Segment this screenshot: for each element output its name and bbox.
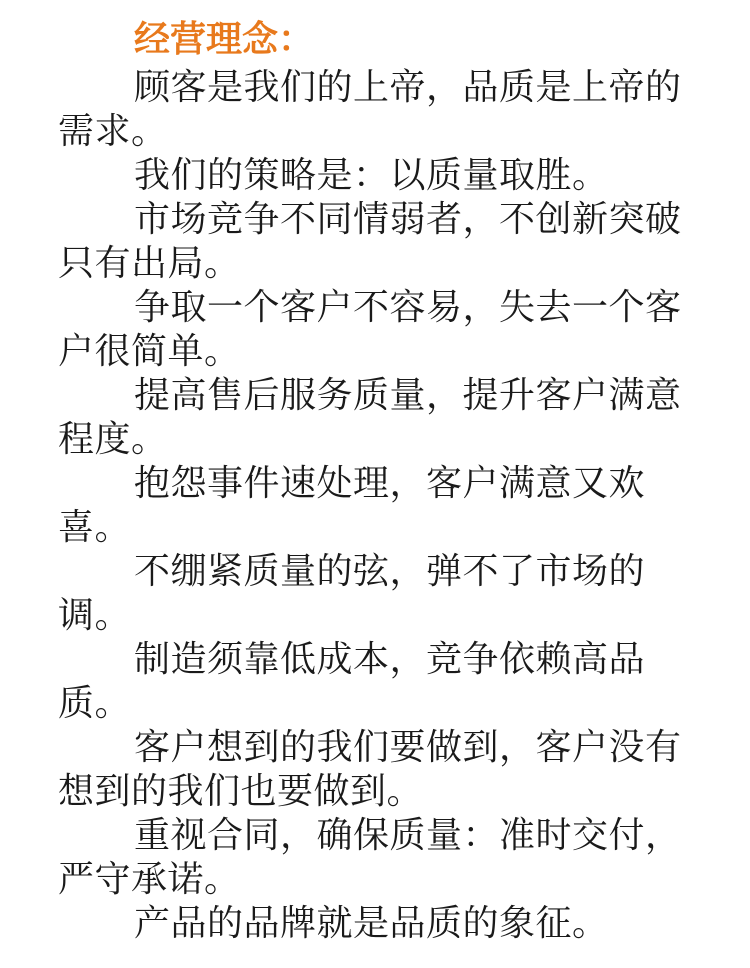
business-philosophy-document <box>58 14 708 946</box>
paragraph-complaint-handling: 抱怨事件速处理，客户满意又欢喜。 <box>58 463 646 548</box>
paragraph-after-sales: 提高售后服务质量，提升客户满意程度。 <box>58 375 682 460</box>
paragraph-brand-quality: 产品的品牌就是品质的象征。 <box>134 903 609 944</box>
paragraph-keep-customer: 争取一个客户不容易，失去一个客户很简单。 <box>58 287 682 372</box>
paragraph-market-competition: 市场竞争不同情弱者，不创新突破只有出局。 <box>58 199 682 284</box>
section-title: 经营理念： <box>134 19 315 60</box>
paragraph-low-cost: 制造须靠低成本，竞争依赖高品质。 <box>58 639 646 724</box>
paragraph-customer-god: 顾客是我们的上帝，品质是上帝的需求。 <box>58 67 682 152</box>
paragraph-contract: 重视合同，确保质量：准时交付，严守承诺。 <box>58 815 682 900</box>
paragraph-strategy: 我们的策略是：以质量取胜。 <box>134 155 609 196</box>
paragraph-anticipate-customer: 客户想到的我们要做到，客户没有想到的我们也要做到。 <box>58 727 682 812</box>
paragraph-quality-string: 不绷紧质量的弦，弹不了市场的调。 <box>58 551 646 636</box>
